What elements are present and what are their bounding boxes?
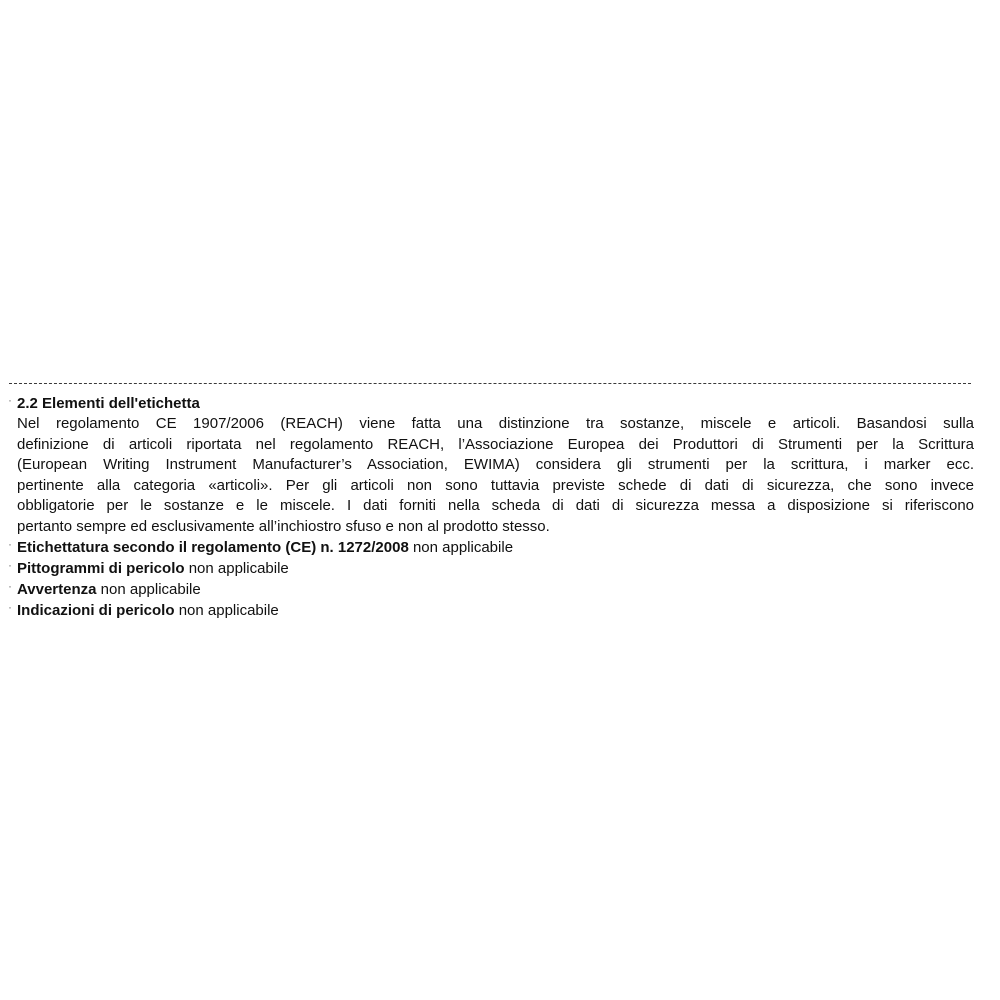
paragraph-line: definizione di articoli riportata nel regolamento REACH, l’Associazione Europea dei Produttori di Strumenti per la Scrittura — [17, 435, 974, 453]
pictograms-item — [8, 558, 974, 579]
hazard-statements-item — [8, 600, 974, 621]
paragraph-line: obbligatorie per le sostanze e le miscele. I dati forniti nella scheda di dati di sicurezza messa a disposizione si riferiscono — [17, 497, 974, 514]
hazard-statements-value: non applicabile — [178, 602, 279, 619]
section-paragraph — [8, 414, 974, 537]
pictograms-value: non applicabile — [188, 560, 289, 577]
bullet-marker: · — [8, 600, 12, 614]
labelling-label: Etichettatura secondo il regolamento (CE) n. 1272/2008 — [17, 539, 413, 556]
bullet-marker: · — [8, 537, 12, 551]
section-heading-row — [8, 393, 974, 414]
signal-word-label: Avvertenza — [17, 581, 101, 598]
paragraph-line: pertanto sempre ed esclusivamente all’inchiostro sfuso e non al prodotto stesso. — [17, 517, 550, 535]
section-2-2 — [8, 393, 974, 621]
section-divider — [9, 383, 971, 384]
bullet-marker: · — [8, 393, 12, 407]
section-heading: 2.2 Elementi dell'etichetta — [17, 395, 200, 412]
signal-word-item — [8, 579, 974, 600]
signal-word-value: non applicabile — [100, 581, 201, 598]
labelling-value: non applicabile — [412, 539, 514, 556]
bullet-marker: · — [8, 558, 12, 572]
paragraph-line: Nel regolamento CE 1907/2006 (REACH) viene fatta una distinzione tra sostanze, miscele e articoli. Basandosi sulla — [17, 415, 974, 432]
labelling-item — [8, 537, 974, 558]
hazard-statements-label: Indicazioni di pericolo — [17, 602, 179, 619]
paragraph-line: (European Writing Instrument Manufacturer’s Association, EWIMA) considera gli strumenti per la scrittura, i marker ecc. — [17, 456, 974, 473]
pictograms-label: Pittogrammi di pericolo — [17, 560, 189, 577]
bullet-marker: · — [8, 579, 12, 593]
paragraph-line: pertinente alla categoria «articoli». Per gli articoli non sono tuttavia previste schede di dati di sicurezza, che sono invece — [17, 476, 974, 494]
